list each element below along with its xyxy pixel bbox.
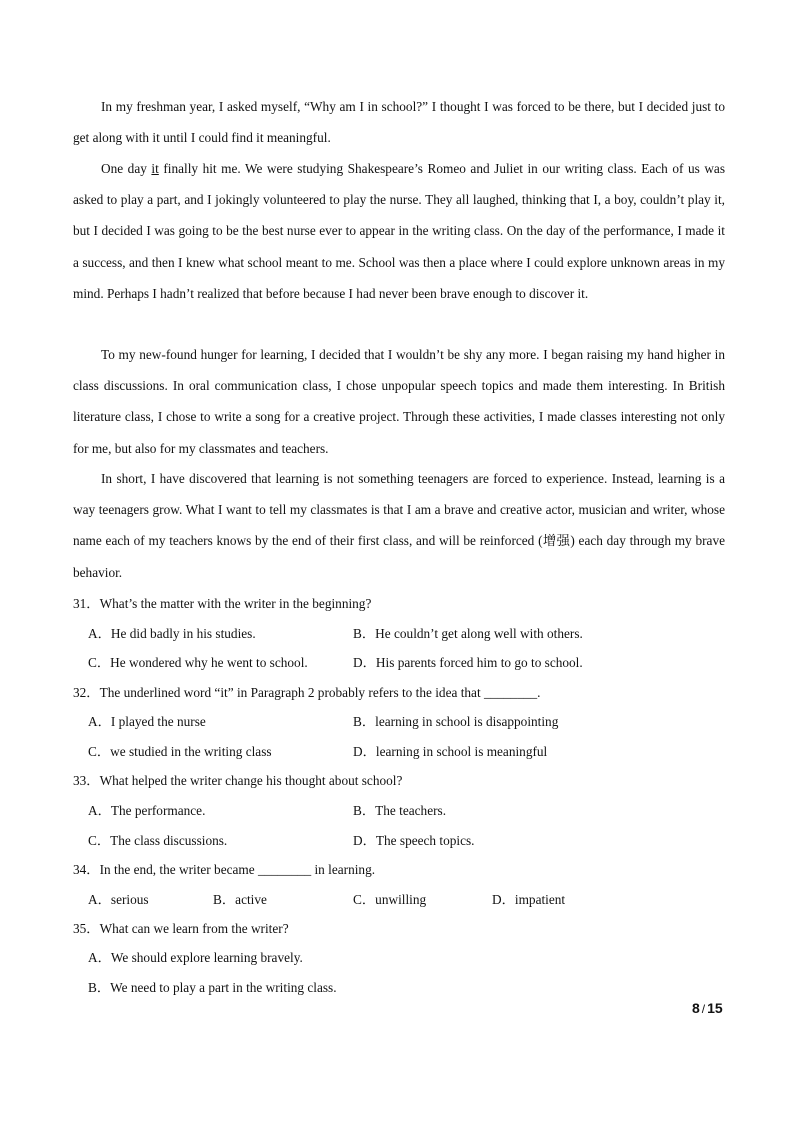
question-35-option-b: B．We need to play a part in the writing class. (88, 980, 337, 995)
question-33-option-a: A．The performance. (88, 803, 206, 818)
paragraph-2-text-rest: finally hit me. We were studying Shakespeare’s Romeo and Juliet in our writing class. Each of us was asked to play a part, and I jokingly volunteered to play the nurse. They all laughed, thinking that I, a boy, couldn’t play it, but I decided I was going to be the best nurse ever to appear in the writing class. On the day of the performance, I made it a success, and then I knew what school meant to me. School was then a place where I could explore unknown areas in my mind. Perhaps I hadn’t realized that before because I had never been brave enough to discover it. (73, 161, 726, 301)
underlined-word: it (151, 161, 159, 176)
question-34-option-a: A．serious (88, 892, 149, 907)
question-31-stem: 31．What’s the matter with the writer in the beginning? (73, 596, 372, 611)
question-33-option-c: C．The class discussions. (88, 833, 228, 848)
question-33-stem: 33．What helped the writer change his thought about school? (73, 773, 403, 788)
question-31-option-b: B．He couldn’t get along well with others. (353, 626, 583, 641)
page-current: 8 (692, 1000, 700, 1016)
paragraph-3 (73, 339, 725, 464)
question-34-stem: 34．In the end, the writer became ________ in learning. (73, 862, 376, 877)
question-34-option-c: C．unwilling (353, 892, 427, 907)
paragraph-1-text: In my freshman year, I asked myself, “Why am I in school?” I thought I was forced to be there, but I decided just to get along with it until I could find it meaningful. (73, 99, 725, 146)
question-32-option-b: B．learning in school is disappointing (353, 714, 559, 729)
page-total: 15 (707, 1000, 723, 1016)
question-31-option-a: A．He did badly in his studies. (88, 626, 256, 641)
paragraph-4 (73, 463, 725, 588)
paragraph-3-text: To my new-found hunger for learning, I decided that I wouldn’t be shy any more. I began raising my hand higher in class discussions. In oral communication class, I chose unpopular speech topics and made them interesting. In British literature class, I chose to write a song for a creative project. Through these activities, I made classes interesting not only for me, but also for my classmates and teachers. (73, 347, 725, 456)
paragraph-2-text-start: One day (101, 161, 152, 176)
question-32-stem: 32．The underlined word “it” in Paragraph 2 probably refers to the idea that ________. (73, 685, 541, 700)
page-separator: / (701, 1002, 706, 1016)
question-31-option-d: D．His parents forced him to go to school. (353, 655, 583, 670)
question-35-stem: 35．What can we learn from the writer? (73, 921, 289, 936)
question-34-option-b: B．active (213, 892, 267, 907)
question-34-option-d: D．impatient (492, 892, 566, 907)
paragraph-2 (73, 153, 725, 309)
question-33-option-d: D．The speech topics. (353, 833, 475, 848)
question-32-option-a: A．I played the nurse (88, 714, 206, 729)
question-33-option-b: B．The teachers. (353, 803, 447, 818)
question-32-option-d: D．learning in school is meaningful (353, 744, 548, 759)
question-35-option-a: A．We should explore learning bravely. (88, 950, 303, 965)
paragraph-1 (73, 91, 725, 153)
question-32-option-c: C．we studied in the writing class (88, 744, 272, 759)
question-31-option-c: C．He wondered why he went to school. (88, 655, 308, 670)
paragraph-4-text: In short, I have discovered that learning is not something teenagers are forced to experience. Instead, learning is a way teenagers grow. What I want to tell my classmates is that I am a brave and creative actor, musician and writer, whose name each of my teachers knows by the end of their first class, and will be reinforced (增强) each day through my brave behavior. (73, 471, 725, 580)
page-number (692, 1000, 723, 1016)
